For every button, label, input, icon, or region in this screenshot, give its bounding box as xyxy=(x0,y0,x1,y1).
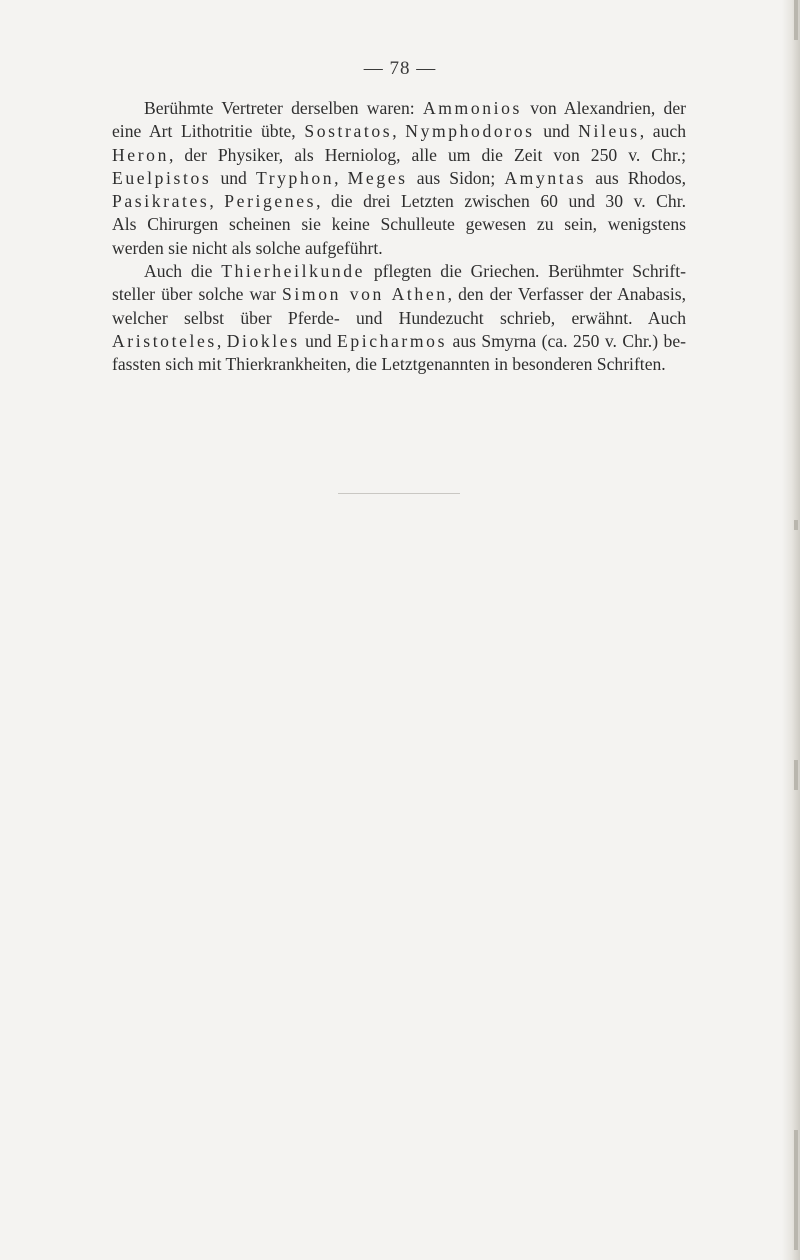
page-edge-mark xyxy=(794,0,798,40)
text-line-12: fassten sich mit Thierkrankheiten, die Letztgenannten in besonderen Schriften. xyxy=(112,354,666,375)
text-line-9: steller über solche war Simon von Athen, den der Verfasser der Anabasis, xyxy=(112,284,686,305)
page-edge-mark xyxy=(794,520,798,530)
text-line-11: Aristoteles, Diokles und Epicharmos aus Smyrna (ca. 250 v. Chr.) be- xyxy=(112,330,686,351)
section-divider xyxy=(338,493,460,494)
page-edge-mark xyxy=(794,1130,798,1250)
text-line-10: welcher selbst über Pferde- und Hundezucht schrieb, erwähnt. Auch xyxy=(112,307,686,328)
text-line-4: Euelpistos und Tryphon, Meges aus Sidon; Amyntas aus Rhodos, xyxy=(112,167,686,188)
text-line-5: Pasikrates, Perigenes, die drei Letzten zwischen 60 und 30 v. Chr. xyxy=(112,191,686,212)
text-line-8: Auch die Thierheilkunde pflegten die Griechen. Berühmter Schrift- xyxy=(144,261,687,282)
text-line-3: Heron, der Physiker, als Herniolog, alle um die Zeit von 250 v. Chr.; xyxy=(112,144,686,165)
page-edge-shadow xyxy=(782,0,800,1260)
text-line-1: Berühmte Vertreter derselben waren: Ammonios von Alexandrien, der xyxy=(144,98,687,118)
body-text xyxy=(112,97,686,377)
text-line-6: Als Chirurgen scheinen sie keine Schulleute gewesen zu sein, wenigstens xyxy=(112,214,686,235)
page-edge-mark xyxy=(794,760,798,790)
page-number: — 78 — xyxy=(363,58,437,79)
text-line-2: eine Art Lithotritie übte, Sostratos, Nymphodoros und Nileus, auch xyxy=(112,121,687,142)
text-line-7: werden sie nicht als solche aufgeführt. xyxy=(112,237,383,258)
